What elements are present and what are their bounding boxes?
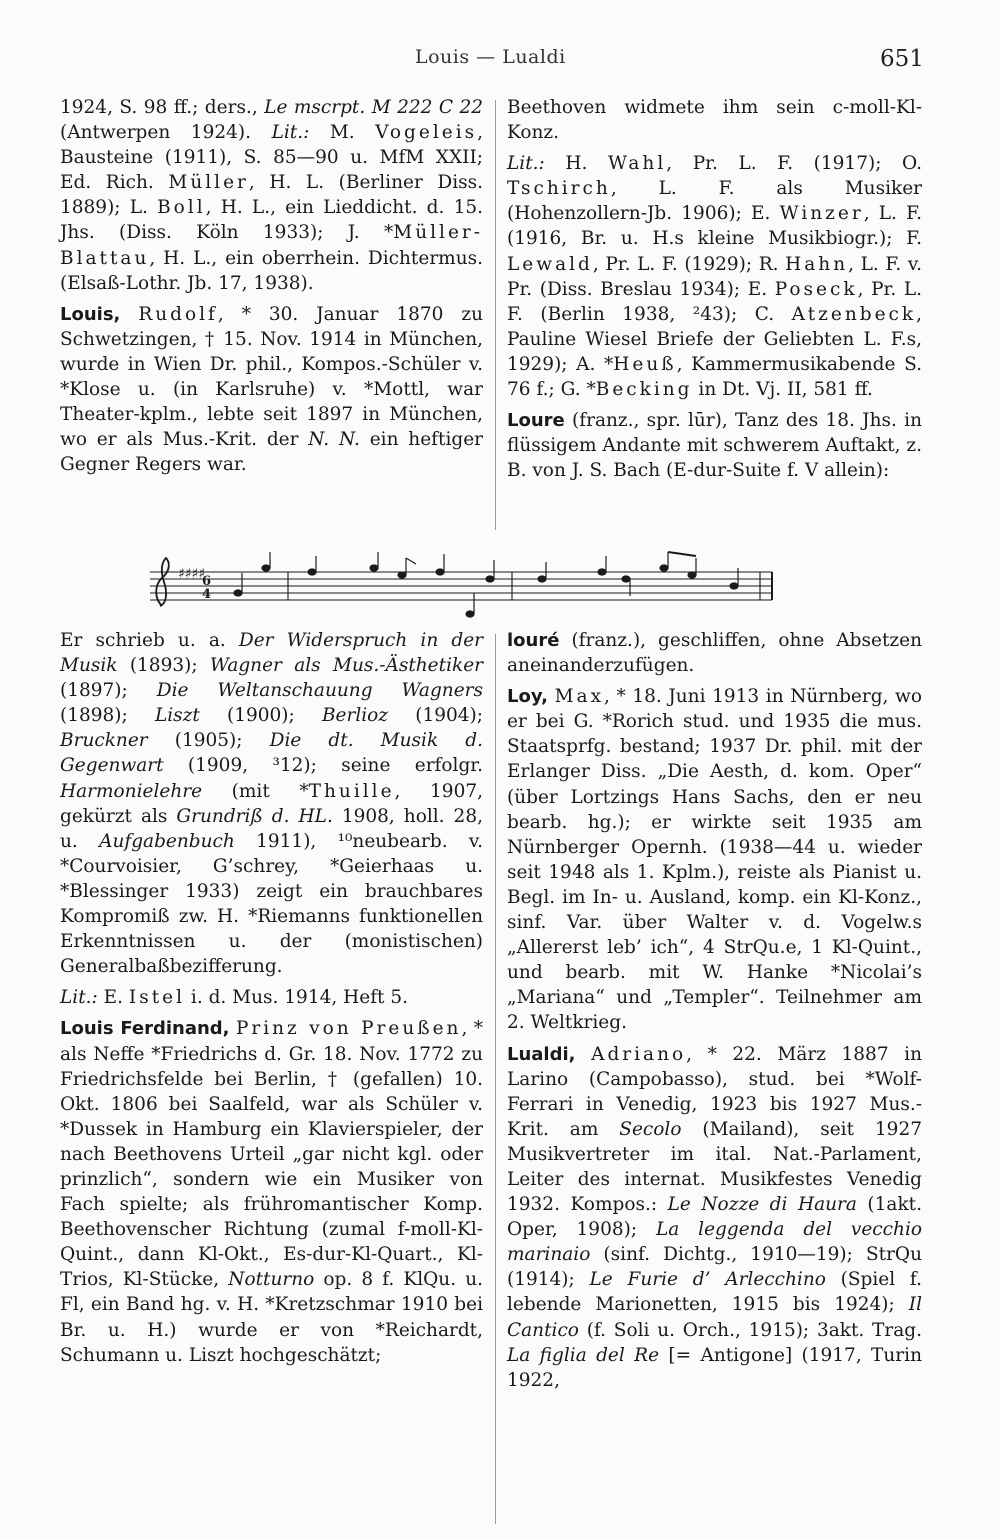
page-number: 651 bbox=[880, 46, 924, 72]
louis-rudolf-bibliography: Lit.: E. Istel i. d. Mus. 1914, Heft 5. bbox=[60, 987, 409, 1009]
entry-loy: Loy, Max, * 18. Juni 1913 in Nürnberg, wo er bei G. *Rorich stud. und 1935 die mus. Staatsprfg. bestand; 1937 Dr. phil. mit der Erlanger Diss. „Die Aesth, d. kom. Oper“ (über Lortzings Hans Sachs, den er neu bearb. hg.); er wirkte seit 1935 am Nürnberger Opernh. (1938—44 u. wieder seit 1948 als 1. Kplm.), reiste als Pianist u. Begl. im In- u. Ausland, komp. ein Kl-Konz., sinf. Var. über Walter v. d. Vogelw.s „Allererst leb’ ich“, 4 StrQu.e, 1 Kl-Quint., und bearb. mit W. Hanke *Nicolai’s „Mariana“ und „Templer“. Teilnehmer am 2. Weltkrieg. bbox=[507, 686, 922, 1034]
louis-rudolf-works: Er schrieb u. a. Der Widerspruch in der Musik (1893); Wagner als Mus.-Ästhetiker (1897); Die Weltanschauung Wagners (1898); Liszt (1900); Berlioz (1904); Bruckner (1905); Die dt. Musik d. Gegenwart (1909, ³12); seine erfolgr. Harmonielehre (mit *Thuille, 1907, gekürzt als Grundriß d. HL. 1908, holl. 28, u. Aufgabenbuch 1911), ¹⁰neubearb. v. *Courvoisier, G’schrey, *Geierhaas u. *Blessinger 1933) zeigt ein brauchbares Kompromiß zw. H. *Riemanns funktionellen Erkenntnissen u. der (monistischen) Generalbaßbezifferung. bbox=[60, 630, 483, 978]
running-head: Louis — Lualdi bbox=[415, 46, 566, 68]
column-rule-top bbox=[495, 100, 496, 530]
louis-heinrich-bibliography: 1924, S. 98 ff.; ders., Le mscrpt. M 222 C 22 (Antwerpen 1924). Lit.: M. Vogeleis, Bausteine (1911), S. 85—90 u. MfM XXII; Ed. Rich. Müller, H. L. (Berliner Diss. 1889); L. Boll, H. L., ein Lieddicht. d. 15. Jhs. (Diss. Köln 1933); J. *Müller-Blattau, H. L., ein oberrhein. Dichtermus. (Elsaß-Lothr. Jb. 17, 1938). bbox=[60, 97, 483, 294]
entry-louis-ferdinand: Louis Ferdinand, Prinz von Preußen, * als Neffe *Friedrichs d. Gr. 18. Nov. 1772 zu Friedrichsfelde bei Berlin, † (gefallen) 10. Okt. 1806 bei Saalfeld, war als Schüler v. *Dussek in Hamburg ein Klavierspieler, der nach Beethovens Urteil „gar nicht kgl. oder prinzlich“, sondern wie ein Musiker von Fach spielte; als frühromantischer Komp. Beethovenscher Richtung (zumal f-moll-Kl-Quint., dann Kl-Okt., Es-dur-Kl-Quart., Kl-Trios, Kl-Stücke, Notturno op. 8 f. KlQu. u. Fl, ein Band hg. v. H. *Kretzschmar 1910 bei Br. u. H.) wurde er von *Reichardt, Schumann u. Liszt hochgeschätzt; bbox=[60, 1018, 484, 1366]
left-column-top bbox=[60, 95, 483, 477]
entry-louis-rudolf: Louis, Rudolf, * 30. Januar 1870 zu Schwetzingen, † 15. Nov. 1914 in München, wurde in Wien Dr. phil., Kompos.-Schüler v. *Klose u. (in Karlsruhe) v. *Mottl, war Theater-kplm., lebte seit 1897 in München, wo er als Mus.-Krit. der N. N. ein heftiger Gegner Regers war. bbox=[60, 303, 483, 476]
entry-loure-adjective: louré (franz.), geschliffen, ohne Absetzen aneinanderzufügen. bbox=[507, 630, 922, 677]
lemma-louis-ferdinand: Louis Ferdinand, bbox=[60, 1018, 230, 1040]
svg-text:4: 4 bbox=[202, 587, 212, 602]
lemma-lualdi: Lualdi, bbox=[507, 1043, 576, 1065]
music-example-icon bbox=[140, 548, 790, 620]
lemma-loure-adjective: louré bbox=[507, 630, 560, 651]
entry-loure: Loure (franz., spr. lūr), Tanz des 18. Jhs. in flüssigem Andante mit schwerem Auftakt, z. B. von J. S. Bach (E-dur-Suite f. V allein): bbox=[507, 410, 922, 482]
right-column-bottom bbox=[507, 628, 922, 1393]
lemma-louis-rudolf: Louis, bbox=[60, 303, 121, 325]
svg-text:♯♯♯♯: ♯♯♯♯ bbox=[178, 566, 206, 582]
louis-ferdinand-continuation: Beethoven widmete ihm sein c-moll-Kl-Konz. bbox=[507, 97, 922, 144]
lemma-loure: Loure bbox=[507, 410, 565, 432]
svg-text:6: 6 bbox=[202, 574, 212, 589]
right-column-top bbox=[507, 95, 922, 483]
running-header bbox=[0, 42, 1000, 82]
column-rule-bottom bbox=[495, 634, 496, 1524]
louis-ferdinand-bibliography: Lit.: H. Wahl, Pr. L. F. (1917); O. Tschirch, L. F. als Musiker (Hohenzollern-Jb. 1906); E. Winzer, L. F. (1916, Br. u. H.s kleine Musikbiogr.); F. Lewald, Pr. L. F. (1929); R. Hahn, L. F. v. Pr. (Diss. Breslau 1934); E. Poseck, Pr. L. F. (Berlin 1938, ²43); C. Atzenbeck, Pauline Wiesel Briefe der Geliebten L. F.s, 1929); A. *Heuß, Kammermusikabende S. 76 f.; G. *Becking in Dt. Vj. II, 581 ff. bbox=[507, 153, 922, 401]
entry-lualdi: Lualdi, Adriano, * 22. März 1887 in Larino (Campobasso), stud. bei *Wolf-Ferrari in Venedig, 1923 bis 1927 Mus.-Krit. am Secolo (Mailand), seit 1927 Musikvertreter im ital. Nat.-Parlament, Leiter des internat. Musikfestes Venedig 1932. Kompos.: Le Nozze di Haura (1akt. Oper, 1908); La leggenda del vecchio marinaio (sinf. Dichtg., 1910—19); StrQu (1914); Le Furie d’ Arlecchino (Spiel f. lebende Marionetten, 1915 bis 1924); Il Cantico (f. Soli u. Orch., 1915); 3akt. Trag. La figlia del Re [= Antigone] (1917, Turin 1922, bbox=[507, 1043, 922, 1391]
left-column-bottom bbox=[60, 628, 483, 1368]
lemma-loy: Loy, bbox=[507, 686, 549, 708]
